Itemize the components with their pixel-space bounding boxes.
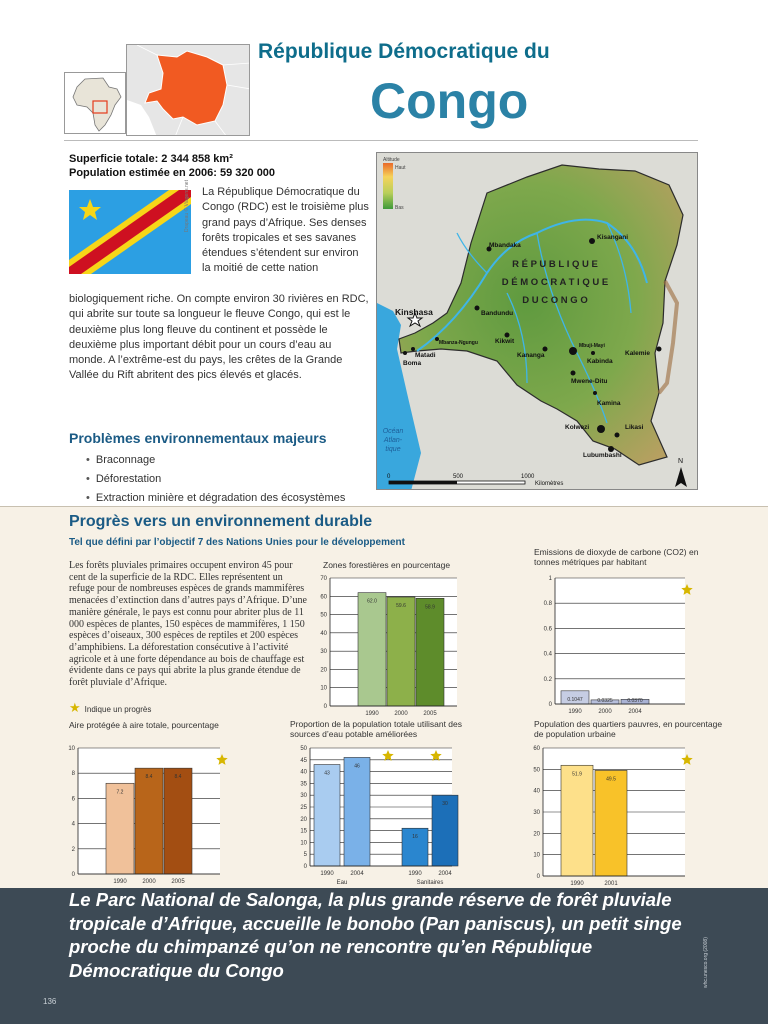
y-tick-label: 40 (533, 788, 540, 795)
y-tick-label: 10 (533, 852, 540, 859)
chart-title-protected: Aire protégée à aire totale, pourcentage (69, 720, 219, 730)
chart-protected (60, 740, 230, 888)
data-label: 46 (354, 763, 360, 770)
map-city-label: Mbandaka (489, 242, 521, 249)
problems-heading: Problèmes environnementaux majeurs (69, 430, 327, 446)
map-city-label: Kalemie (625, 350, 650, 357)
progress-legend-label: Indique un progrès (84, 705, 152, 714)
y-tick-label: 0 (303, 864, 307, 870)
y-tick-label: 40 (320, 630, 327, 637)
y-tick-label: 30 (533, 810, 540, 816)
chart-title-slums: Population des quartiers pauvres, en pourcentage de population urbaine (534, 719, 723, 739)
map-scale-label: 500 (453, 474, 464, 480)
chart-co2 (525, 570, 695, 718)
flag-credit: Drapeau © Viagens.net (184, 180, 190, 232)
data-label: 58.9 (425, 604, 435, 611)
africa-inset-map (64, 72, 126, 134)
x-tick-label: 2004 (628, 709, 642, 715)
relief-map (376, 152, 698, 490)
progress-legend (69, 700, 151, 716)
x-tick-label: 2000 (394, 711, 408, 717)
chart-water (292, 742, 462, 888)
area-fact: Superficie totale: 2 344 858 km² (69, 153, 233, 165)
map-country-label-3: D U C O N G O (522, 295, 588, 306)
chart-title-water: Proportion de la population totale utilisant des sources d’eau potable améliorées (290, 719, 463, 739)
y-tick-label: 10 (300, 840, 307, 847)
x-tick-label: 1990 (570, 881, 584, 887)
y-tick-label: 0 (536, 874, 540, 880)
x-tick-label: 2005 (171, 879, 185, 885)
progress-divider (0, 506, 768, 507)
y-tick-label: 1 (548, 576, 552, 582)
map-scale-unit: Kilomètres (535, 481, 564, 487)
x-tick-label: 1990 (320, 871, 334, 877)
page-title-line2: Congo (370, 73, 529, 129)
data-label: 8.4 (174, 774, 182, 781)
y-tick-label: 8 (71, 771, 75, 778)
map-city-label: Kisangani (597, 234, 629, 241)
data-label: 62.0 (367, 598, 377, 605)
progress-heading: Progrès vers un environnement durable (69, 513, 373, 530)
y-tick-label: 30 (300, 793, 307, 800)
y-tick-label: 0 (71, 872, 75, 878)
data-label: 51.9 (572, 771, 582, 778)
y-tick-label: 50 (300, 746, 307, 752)
bar (416, 598, 444, 706)
map-legend-low: Bas (395, 205, 404, 211)
intro-text-part1: La République Démocratique du Congo (RDC) est le troisième plus grand pays d’Afrique. Ses denses forêts tropicales et ses savanes étendues s’étendent sur environ la moitié de cette nation (202, 186, 369, 275)
x-tick-label: 1990 (365, 711, 379, 717)
data-label: 16 (412, 834, 418, 841)
map-city-label: Mbanza-Ngungu (439, 340, 478, 346)
map-city-label: Kananga (517, 352, 545, 359)
y-tick-label: 4 (71, 821, 75, 828)
map-country-label-1: R É P U B L I Q U E (512, 259, 598, 270)
map-city-label: Kinshasa (395, 307, 433, 317)
y-tick-label: 10 (320, 685, 327, 692)
y-tick-label: 45 (300, 757, 307, 764)
y-tick-label: 0.8 (543, 601, 552, 608)
data-label: 8.4 (145, 774, 153, 781)
y-tick-label: 0.6 (543, 626, 552, 633)
group-label: Sanitaires (416, 880, 444, 886)
map-legend-title: Altitude (383, 157, 400, 163)
drc-flag (69, 190, 191, 274)
country-facts (69, 152, 275, 180)
bar (387, 597, 415, 706)
data-label: 59.6 (396, 603, 406, 610)
map-city-label: Mbuji-Mayi (579, 343, 605, 349)
y-tick-label: 30 (320, 649, 327, 656)
y-tick-label: 20 (300, 816, 307, 823)
map-city-label: Kabinda (587, 358, 613, 365)
data-label: 0.0325 (597, 698, 613, 704)
map-north-label: N (678, 458, 684, 465)
y-tick-label: 50 (533, 767, 540, 774)
x-tick-label: 2000 (598, 709, 612, 715)
locator-map (64, 44, 250, 136)
chart-forest (312, 572, 462, 722)
bar (561, 765, 593, 876)
map-city-label: Mwene-Ditu (571, 378, 608, 385)
map-city-label: Kamina (597, 400, 621, 407)
y-tick-label: 0 (548, 702, 552, 708)
data-label: 43 (324, 770, 330, 777)
page-title-line1: République Démocratique du (258, 40, 550, 63)
data-label: 0.0370 (627, 698, 643, 704)
quote-credit: whc.unesco.org (2008) (703, 937, 709, 988)
x-tick-label: 1990 (113, 879, 127, 885)
salonga-quote: Le Parc National de Salonga, la plus grande réserve de forêt pluviale tropicale d’Afrique, accueille le bonobo (Pan paniscus), un petit singe proche du chimpanzé qu’on ne rencontre qu’en République Démocratique du Congo (69, 889, 682, 981)
intro-text-part2: biologiquement riche. On compte environ 30 rivières en RDC, qui abrite sur toute sa longueur le fleuve Congo, qui est le deuxième plus long fleuve du continent et possède le deuxième plus important débit pour un cours d’eau au monde. A l’extrême-est du pays, les crêtes de la Grande Vallée du Rift abritent des pics élevés et glacés. (69, 293, 369, 382)
bar (106, 783, 134, 874)
bar (135, 768, 163, 874)
map-city-label: Kolwezi (565, 424, 590, 431)
population-fact: Population estimée en 2006: 59 320 000 (69, 167, 276, 179)
progress-subheading: Tel que défini par l’objectif 7 des Nations Unies pour le développement (69, 537, 405, 548)
map-ocean-label-1: Océan (382, 428, 404, 435)
y-tick-label: 0 (323, 704, 327, 710)
map-city-label: Bandundu (481, 310, 514, 317)
bar (595, 770, 627, 876)
star-icon: ★ (69, 700, 81, 715)
map-scale-label: 0 (387, 474, 391, 480)
bar (314, 765, 340, 866)
y-tick-label: 70 (320, 576, 327, 582)
y-tick-label: 60 (320, 594, 327, 601)
map-city-label: Boma (403, 360, 422, 367)
bar (358, 593, 386, 706)
problem-item: • Braconnage (86, 451, 345, 470)
x-tick-label: 2004 (350, 871, 364, 877)
map-city-label: Likasi (625, 424, 644, 431)
chart-slums (525, 742, 695, 888)
chart-title-co2 (534, 547, 724, 567)
y-tick-label: 6 (71, 796, 75, 803)
map-city-label: Kikwit (495, 338, 515, 345)
y-tick-label: 15 (300, 828, 307, 835)
y-tick-label: 50 (320, 612, 327, 619)
x-tick-label: 1990 (568, 709, 582, 715)
y-tick-label: 2 (71, 846, 75, 853)
map-ocean-label-2: Atlan- (383, 437, 403, 444)
map-ocean-label-3: tique (385, 446, 401, 453)
x-tick-label: 1990 (408, 871, 422, 877)
problem-item: • Déforestation (86, 470, 345, 489)
y-tick-label: 10 (68, 746, 75, 752)
y-tick-label: 0.4 (543, 651, 552, 658)
plot-area (555, 578, 685, 704)
y-tick-label: 20 (533, 831, 540, 838)
problems-list (86, 451, 345, 508)
forest-text: Les forêts pluviales primaires occupent environ 45 pour cent de la superficie de la RDC. Elles représentent un refuge pour de nombreuses espèces de grands mammifères menacées d’extinction dans d’autres pays d’Afrique. D’une manière générale, le pays est connu pour abriter plus de 11 000 espèces de plantes, 150 espèces de mammifères, 1 150 espèces d’oiseaux, 300 espèces de reptiles et 200 espèces d’amphibiens. La déforestation consécutive à l’activité agricole et à une forte dépendance au bois de chauffage est évidente dans ce pays qui abrite la plus grande étendue de forêt pluviale d’Afrique. (69, 560, 307, 689)
y-tick-label: 25 (300, 805, 307, 811)
x-tick-label: 2004 (438, 871, 452, 877)
bar (344, 757, 370, 866)
data-label: 49.5 (606, 776, 616, 783)
header-divider (64, 140, 698, 141)
y-tick-label: 60 (533, 746, 540, 752)
map-scale-label: 1000 (521, 474, 535, 480)
map-city-label: Matadi (415, 352, 436, 359)
x-tick-label: 2005 (423, 711, 437, 717)
bar (164, 768, 192, 874)
y-tick-label: 40 (300, 769, 307, 776)
map-country-label-2: D É M O C R A T I Q U E (501, 277, 609, 288)
y-tick-label: 0.2 (543, 676, 552, 683)
data-label: 0.1047 (567, 696, 583, 703)
y-tick-label: 5 (303, 852, 307, 859)
page-number: 136 (43, 997, 57, 1006)
data-label: 30 (442, 801, 448, 808)
chart-title-forest: Zones forestières en pourcentage (323, 560, 451, 570)
region-inset-map (126, 44, 250, 136)
data-label: 7.2 (116, 789, 124, 796)
x-tick-label: 2000 (142, 879, 156, 885)
y-tick-label: 20 (320, 667, 327, 674)
problem-item: • Extraction minière et dégradation des écosystèmes (86, 489, 345, 508)
map-legend-high: Haut (395, 165, 406, 171)
map-city-label: Lubumbashi (583, 452, 622, 459)
chart-title-co2-text: Emissions de dioxyde de carbone (CO2) en tonnes métriques par habitant (534, 547, 699, 567)
y-tick-label: 35 (300, 781, 307, 788)
group-label: Eau (336, 880, 348, 886)
x-tick-label: 2001 (604, 881, 618, 887)
